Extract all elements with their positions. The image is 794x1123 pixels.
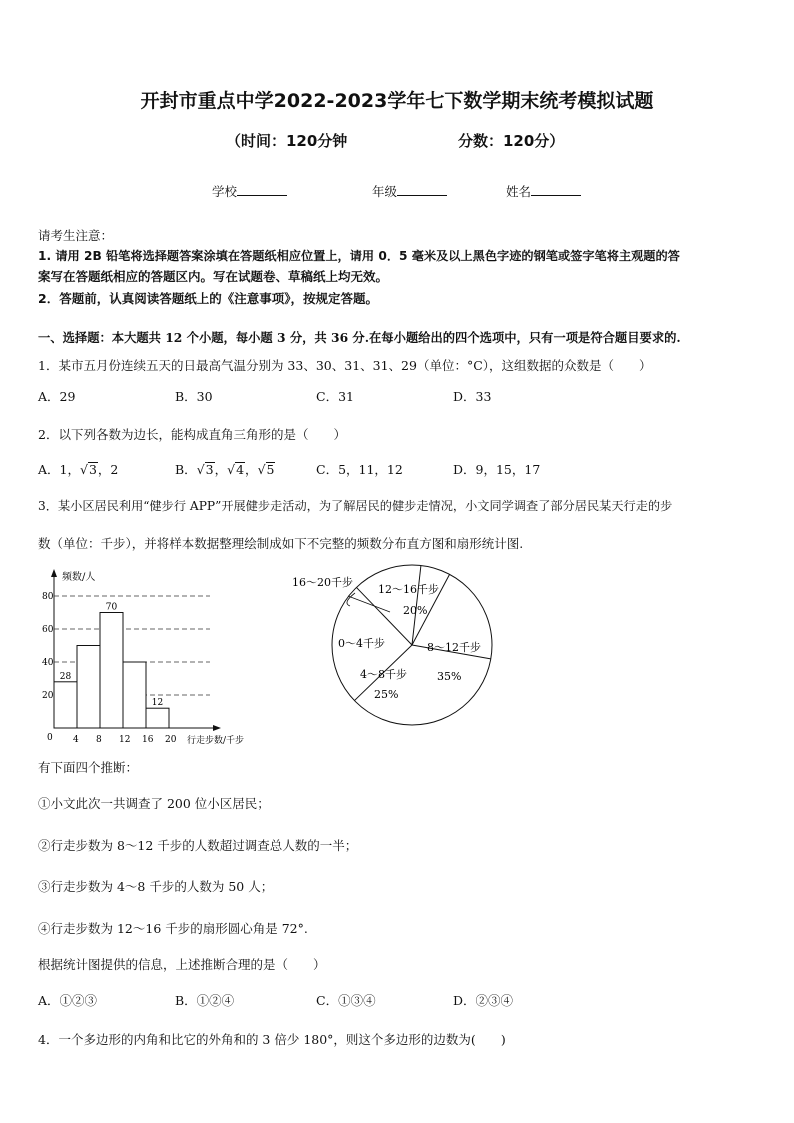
q1-stem: 1．某市五月份连续五天的日最高气温分别为 33、30、31、31、29（单位：°C），这组数据的众数是（ ） [38,358,652,373]
histogram-chart [30,565,270,750]
x-tick-label: 20 [165,735,177,745]
notice-heading: 请考生注意： [38,228,114,243]
x-tick-label: 8 [96,735,102,745]
q3-option-b: B．①②④ [175,993,235,1008]
q3-inference-1: ①小文此次一共调查了 200 位小区居民； [38,796,270,811]
pie-label-16-20: 16～20千步 [292,576,353,589]
x-tick-label: 16 [142,735,154,745]
bar-value-label: 28 [59,671,72,682]
bar-value-label: 12 [151,698,164,709]
q3-inference-3: ③行走步数为 4～8 千步的人数为 50 人； [38,879,274,894]
notice-item1-line2: 案写在答题纸相应的答题区内。写在试题卷、草稿纸上均无效。 [38,269,389,284]
q2-stem: 2．以下列各数为边长，能构成直角三角形的是（ ） [38,427,346,442]
exam-time: （时间：120分钟 [226,132,348,150]
name-field [506,182,581,200]
grade-blank [397,183,447,196]
x-tick-label: 12 [119,735,131,745]
histogram-bar [146,708,169,728]
histogram-bar [77,646,100,729]
q4-stem: 4．一个多边形的内角和比它的外角和的 3 倍少 180°，则这个多边形的边数为( ) [38,1032,506,1047]
pie-pct-4-8: 25% [374,688,399,701]
school-blank [237,183,287,196]
school-field [212,182,287,200]
origin-label: 0 [47,733,53,743]
x-tick-label: 4 [73,735,79,745]
q1-option-d: D．33 [453,389,492,404]
pie-label-8-12: 8～12千步 [427,641,481,654]
bar-value-label: 70 [105,602,118,613]
histogram-bar [123,662,146,728]
pie-label-4-8: 4～8千步 [360,668,407,681]
pie-chart [280,562,510,734]
pie-pct-8-12: 35% [437,670,462,683]
grade-field [372,182,447,200]
y-tick-label: 40 [42,658,54,668]
q2-option-a: A．1，√3，2 [38,462,119,477]
q3-inference-4: ④行走步数为 12～16 千步的扇形圆心角是 72°. [38,921,308,936]
q3-inference-2: ②行走步数为 8～12 千步的人数超过调查总人数的一半； [38,838,358,853]
q3-stem-line1: 3．某小区居民利用“健步行 APP”开展健步走活动，为了解居民的健步走情况，小文同学调查了部分居民某天行走的步 [38,499,673,513]
pie-label-12-16: 12～16千步 [378,583,439,596]
histogram-bar [54,682,77,728]
y-axis-arrow [51,569,57,577]
q3-option-d: D．②③④ [453,993,514,1008]
q1-option-c: C．31 [316,389,354,404]
name-blank [531,183,581,196]
y-axis-label: 频数/人 [62,572,96,583]
x-axis-arrow [213,725,221,731]
notice-item1-line1: 1. 请用 2B 铅笔将选择题答案涂填在答题纸相应位置上，请用 0．5 毫米及以上黑色字迹的钢笔或签字笔将主观题的答 [38,249,680,263]
q3-option-c: C．①③④ [316,993,376,1008]
grade-label: 年级 [372,184,398,199]
pie-label-0-4: 0～4千步 [338,637,385,650]
y-tick-label: 20 [42,691,54,701]
q1-option-b: B．30 [175,389,213,404]
pie-pct-12-16: 20% [403,604,428,617]
x-axis-label: 行走步数/千步 [187,736,245,746]
histogram-bar [100,613,123,729]
y-tick-label: 80 [42,592,54,602]
q3-option-a: A．①②③ [38,993,98,1008]
q3-infer-intro: 有下面四个推断： [38,760,139,775]
q2-option-d: D．9，15，17 [453,462,541,477]
page-title: 开封市重点中学2022-2023学年七下数学期末统考模拟试题 [140,90,654,112]
q1-option-a: A．29 [38,389,76,404]
notice-item2: 2．答题前，认真阅读答题纸上的《注意事项》，按规定答题。 [38,291,378,306]
q3-stem-line2: 数（单位：千步），并将样本数据整理绘制成如下不完整的频数分布直方图和扇形统计图. [38,536,524,551]
y-tick-label: 60 [42,625,54,635]
section-heading: 一、选择题：本大题共 12 个小题，每小题 3 分，共 36 分.在每小题给出的四个选项中，只有一项是符合题目要求的. [38,330,681,345]
q2-option-b: B．√3，√4，√5 [175,462,275,477]
q3-ask: 根据统计图提供的信息，上述推断合理的是（ ） [38,957,326,972]
q2-option-c: C．5，11，12 [316,462,403,477]
exam-score: 分数：120分） [458,132,565,150]
school-label: 学校 [212,184,238,199]
name-label: 姓名 [506,184,532,199]
